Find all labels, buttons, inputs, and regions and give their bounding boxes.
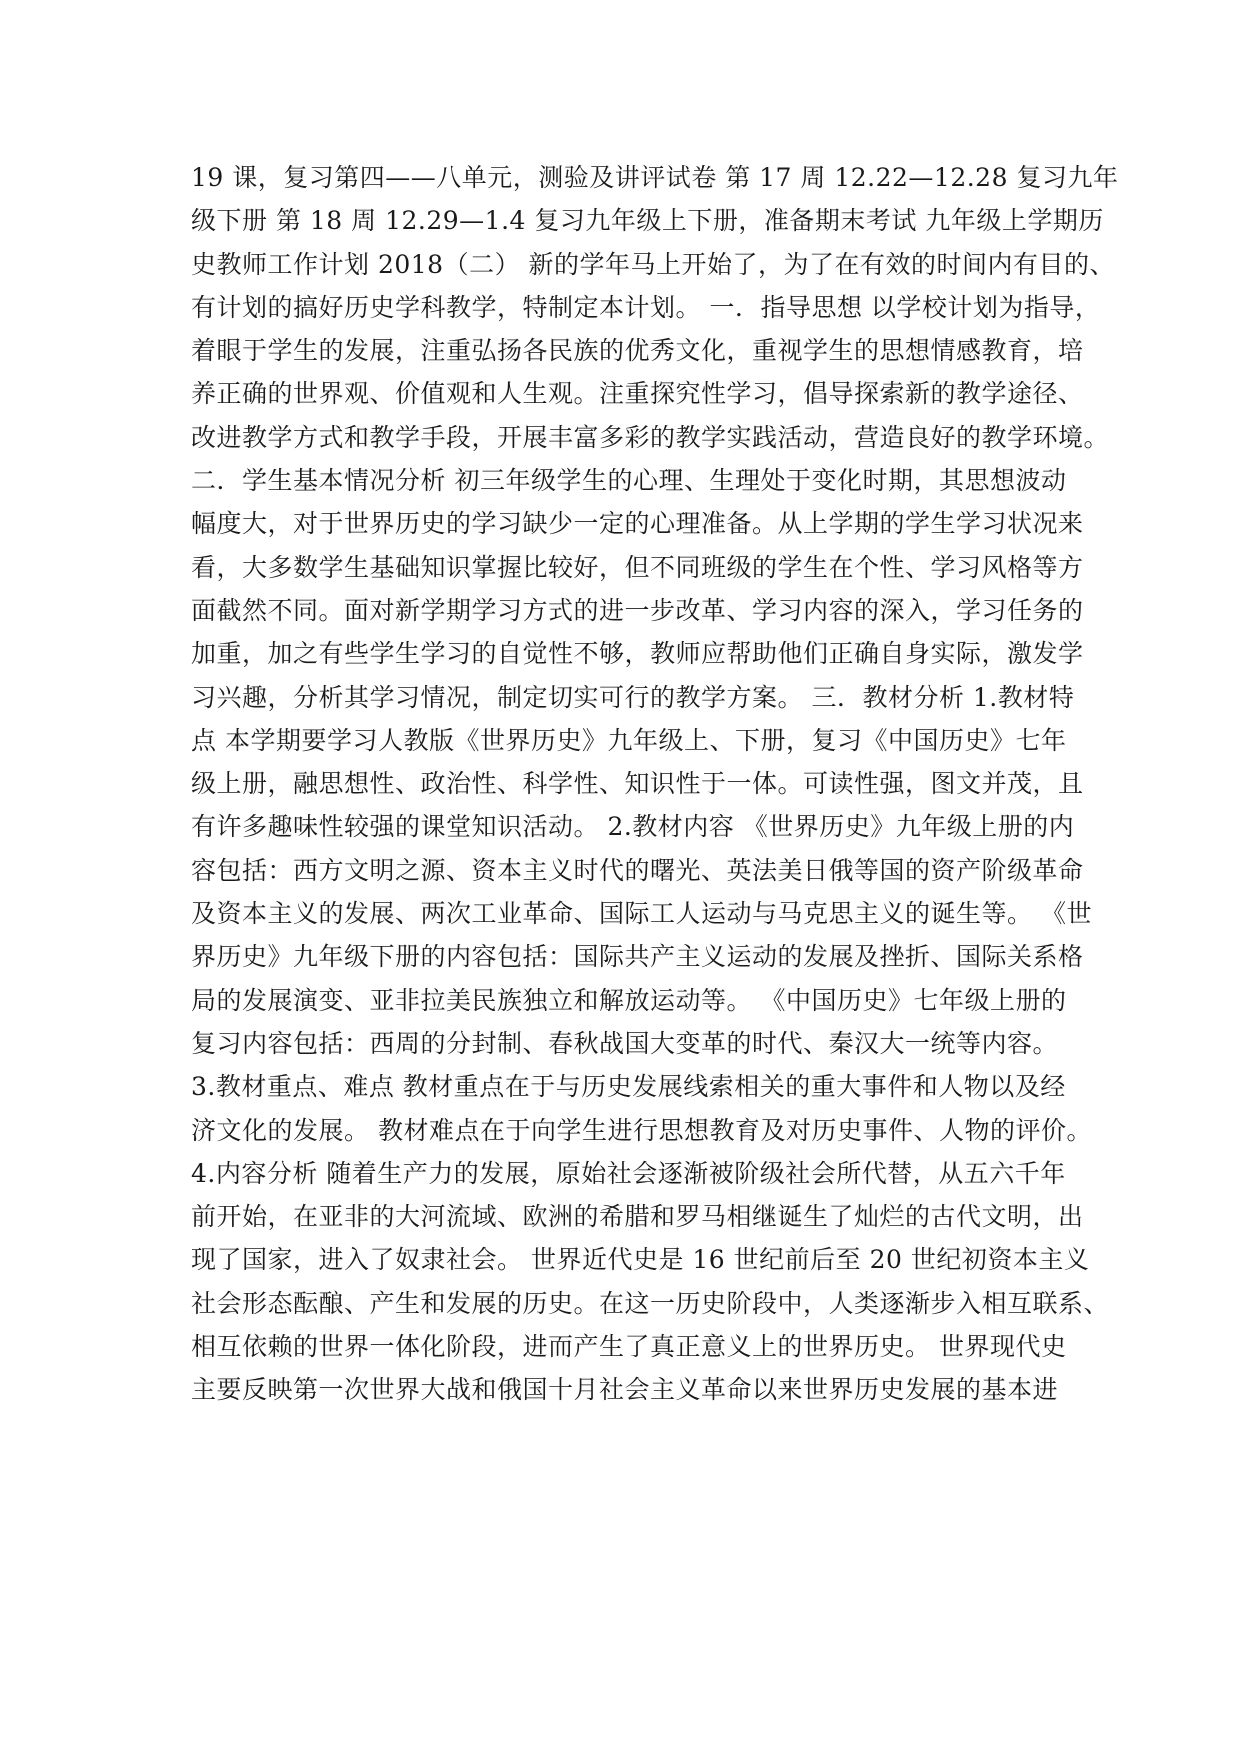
- text-line: 复习内容包括：西周的分封制、春秋战国大变革的时代、秦汉大一统等内容。: [191, 1028, 1059, 1058]
- text-line: 济文化的发展。 教材难点在于向学生进行思想教育及对历史事件、人物的评价。: [191, 1115, 1092, 1145]
- text-line: 看，大多数学生基础知识掌握比较好，但不同班级的学生在个性、学习风格等方: [191, 552, 1084, 582]
- text-line: 局的发展演变、亚非拉美民族独立和解放运动等。 《中国历史》七年级上册的: [191, 985, 1067, 1015]
- text-line: 级下册 第 18 周 12.29—1.4 复习九年级上下册，准备期末考试 九年级上学期历: [191, 206, 1104, 236]
- text-line: 19 课，复习第四——八单元，测验及讲评试卷 第 17 周 12.22—12.28 复习九年: [191, 163, 1119, 192]
- text-line: 容包括：西方文明之源、资本主义时代的曙光、英法美日俄等国的资产阶级革命: [191, 855, 1084, 885]
- text-line: 前开始，在亚非的大河流域、欧洲的希腊和罗马相继诞生了灿烂的古代文明，出: [191, 1202, 1084, 1232]
- text-line: 养正确的世界观、价值观和人生观。注重探究性学习，倡导探索新的教学途径、: [191, 379, 1084, 409]
- text-line: 史教师工作计划 2018（二） 新的学年马上开始了，为了在有效的时间内有目的、: [191, 249, 1116, 279]
- text-line: 幅度大，对于世界历史的学习缺少一定的心理准备。从上学期的学生学习状况来: [191, 509, 1084, 539]
- text-line: 3.教材重点、难点 教材重点在于与历史发展线索相关的重大事件和人物以及经: [191, 1072, 1066, 1102]
- body-text: [191, 156, 1119, 1412]
- text-line: 改进教学方式和教学手段，开展丰富多彩的教学实践活动，营造良好的教学环境。: [191, 422, 1110, 452]
- text-line: 习兴趣，分析其学习情况，制定切实可行的教学方案。 三．教材分析 1.教材特: [191, 682, 1075, 712]
- text-line: 及资本主义的发展、两次工业革命、国际工人运动与马克思主义的诞生等。 《世: [191, 899, 1092, 929]
- text-line: 主要反映第一次世界大战和俄国十月社会主义革命以来世界历史发展的基本进: [191, 1375, 1059, 1405]
- text-line: 点 本学期要学习人教版《世界历史》九年级上、下册，复习《中国历史》七年: [191, 725, 1067, 755]
- text-line: 现了国家，进入了奴隶社会。 世界近代史是 16 世纪前后至 20 世纪初资本主义: [191, 1245, 1090, 1275]
- text-line: 相互依赖的世界一体化阶段，进而产生了真正意义上的世界历史。 世界现代史: [191, 1332, 1067, 1362]
- text-line: 二．学生基本情况分析 初三年级学生的心理、生理处于变化时期，其思想波动: [191, 466, 1067, 496]
- text-line: 有许多趣味性较强的课堂知识活动。 2.教材内容 《世界历史》九年级上册的内: [191, 812, 1075, 842]
- text-line: 社会形态酝酿、产生和发展的历史。在这一历史阶段中，人类逐渐步入相互联系、: [191, 1288, 1110, 1318]
- text-line: 着眼于学生的发展，注重弘扬各民族的优秀文化，重视学生的思想情感教育，培: [191, 336, 1084, 366]
- text-line: 界历史》九年级下册的内容包括：国际共产主义运动的发展及挫折、国际关系格: [191, 942, 1084, 972]
- text-line: 有计划的搞好历史学科教学，特制定本计划。 一．指导思想 以学校计划为指导，: [191, 292, 1101, 322]
- text-line: 面截然不同。面对新学期学习方式的进一步改革、学习内容的深入，学习任务的: [191, 595, 1084, 625]
- text-line: 级上册，融思想性、政治性、科学性、知识性于一体。可读性强，图文并茂，且: [191, 769, 1084, 799]
- text-line: 加重，加之有些学生学习的自觉性不够，教师应帮助他们正确自身实际，激发学: [191, 639, 1084, 669]
- text-line: 4.内容分析 随着生产力的发展，原始社会逐渐被阶级社会所代替，从五六千年: [191, 1158, 1066, 1188]
